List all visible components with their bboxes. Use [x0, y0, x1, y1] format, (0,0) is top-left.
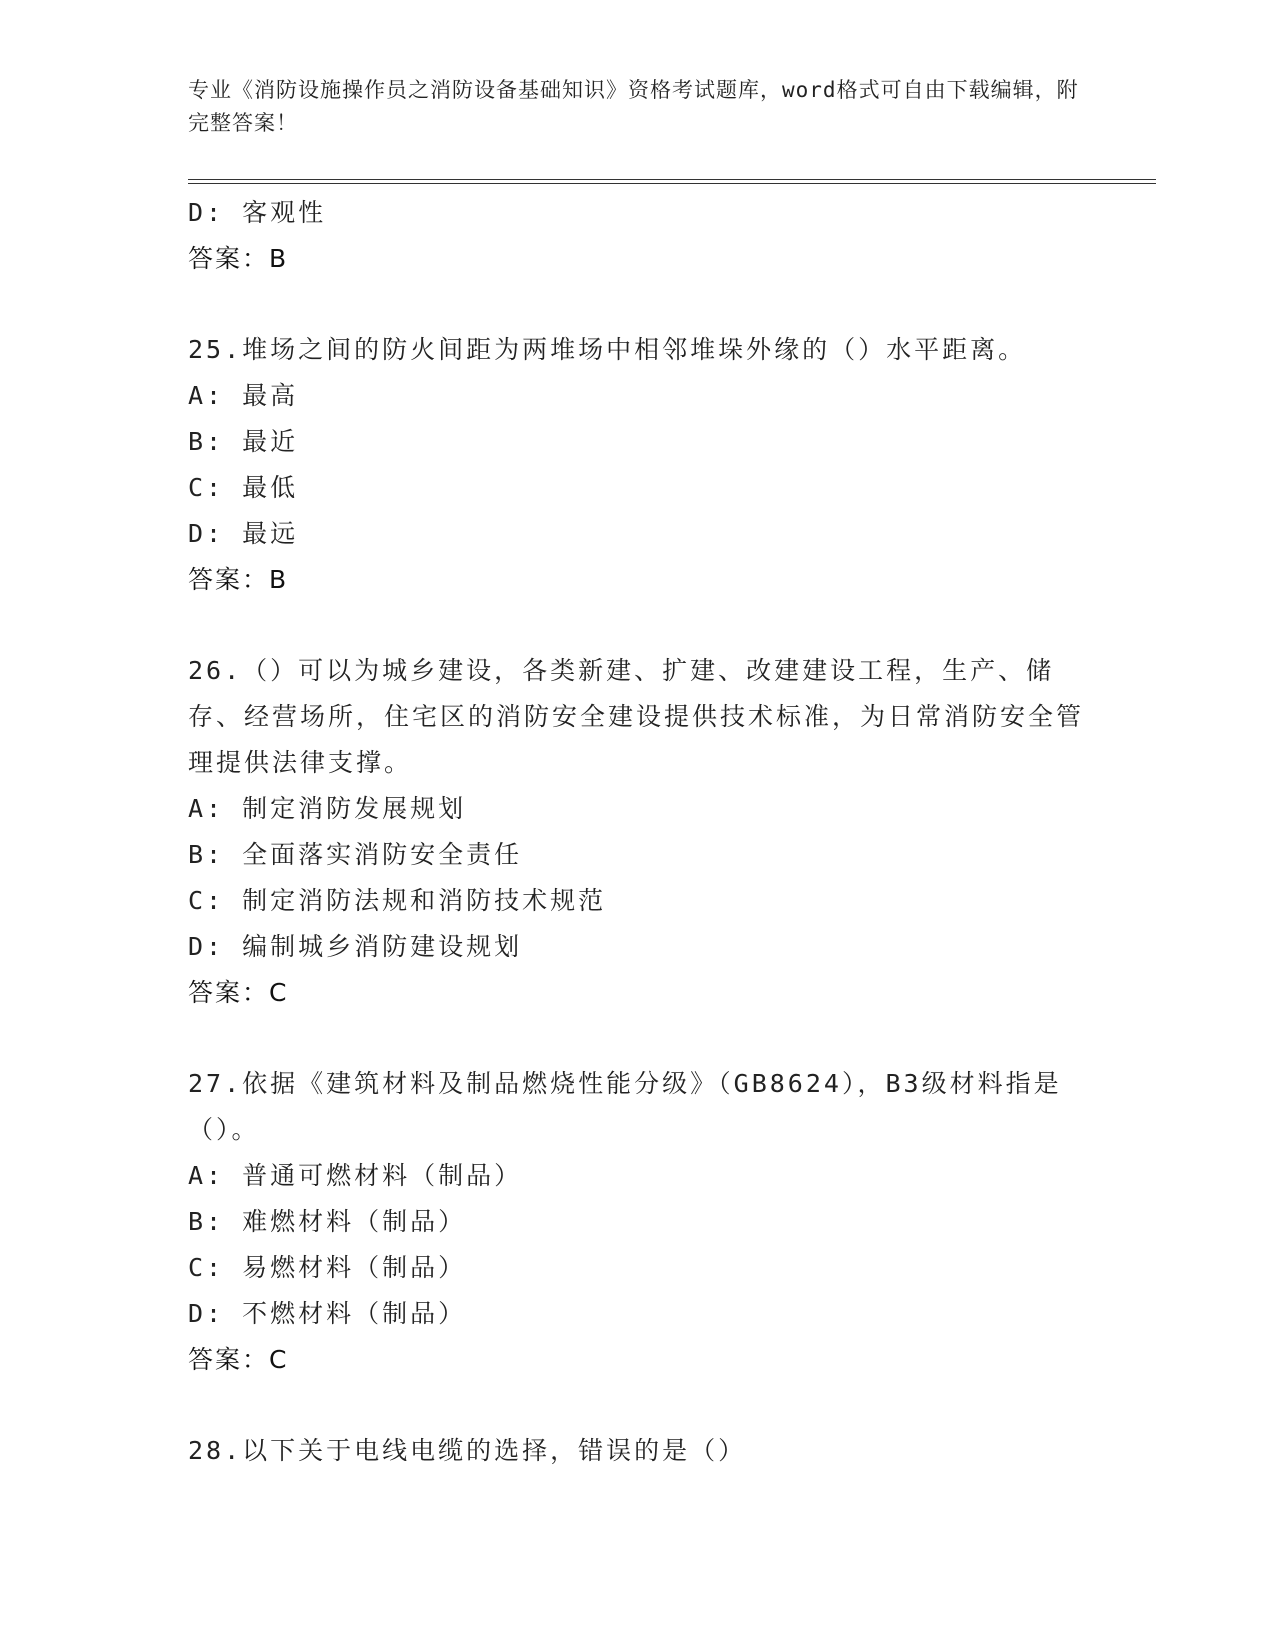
page-header-text: 专业《消防设施操作员之消防设备基础知识》资格考试题库，word格式可自由下载编辑，附完整答案！	[188, 78, 1079, 135]
answer-line: 答案：C	[188, 1345, 289, 1374]
option-line: A: 普通可燃材料（制品）	[188, 1161, 523, 1190]
header-divider	[188, 179, 1156, 184]
answer-line: 答案：C	[188, 978, 289, 1007]
question-stem: 27.依据《建筑材料及制品燃烧性能分级》（GB8624），B3级材料指是（）。	[188, 1069, 1062, 1144]
option-line: D: 编制城乡消防建设规划	[188, 932, 523, 961]
answer-line: 答案：B	[188, 244, 289, 273]
option-line: B: 难燃材料（制品）	[188, 1207, 467, 1236]
option-line: A: 制定消防发展规划	[188, 794, 467, 823]
question-stem: 26.（）可以为城乡建设，各类新建、扩建、改建建设工程，生产、储存、经营场所，住宅区的消防安全建设提供技术标准，为日常消防安全管理提供法律支撑。	[188, 656, 1085, 777]
block-spacer	[188, 1383, 1088, 1428]
option-line: D: 不燃材料（制品）	[188, 1299, 467, 1328]
question-list	[188, 190, 1088, 1474]
option-line: C: 易燃材料（制品）	[188, 1253, 467, 1282]
option-line: B: 全面落实消防安全责任	[188, 840, 523, 869]
block-spacer	[188, 282, 1088, 327]
question-stem: 25.堆场之间的防火间距为两堆场中相邻堆垛外缘的（）水平距离。	[188, 335, 1027, 364]
answer-line: 答案：B	[188, 565, 289, 594]
option-line: B: 最近	[188, 427, 299, 456]
block-spacer	[188, 1016, 1088, 1061]
option-line: D: 最远	[188, 519, 299, 548]
option-line: C: 最低	[188, 473, 299, 502]
option-line: D: 客观性	[188, 198, 327, 227]
block-spacer	[188, 603, 1088, 648]
question-stem: 28.以下关于电线电缆的选择，错误的是（）	[188, 1436, 747, 1465]
option-line: A: 最高	[188, 381, 299, 410]
option-line: C: 制定消防法规和消防技术规范	[188, 886, 607, 915]
